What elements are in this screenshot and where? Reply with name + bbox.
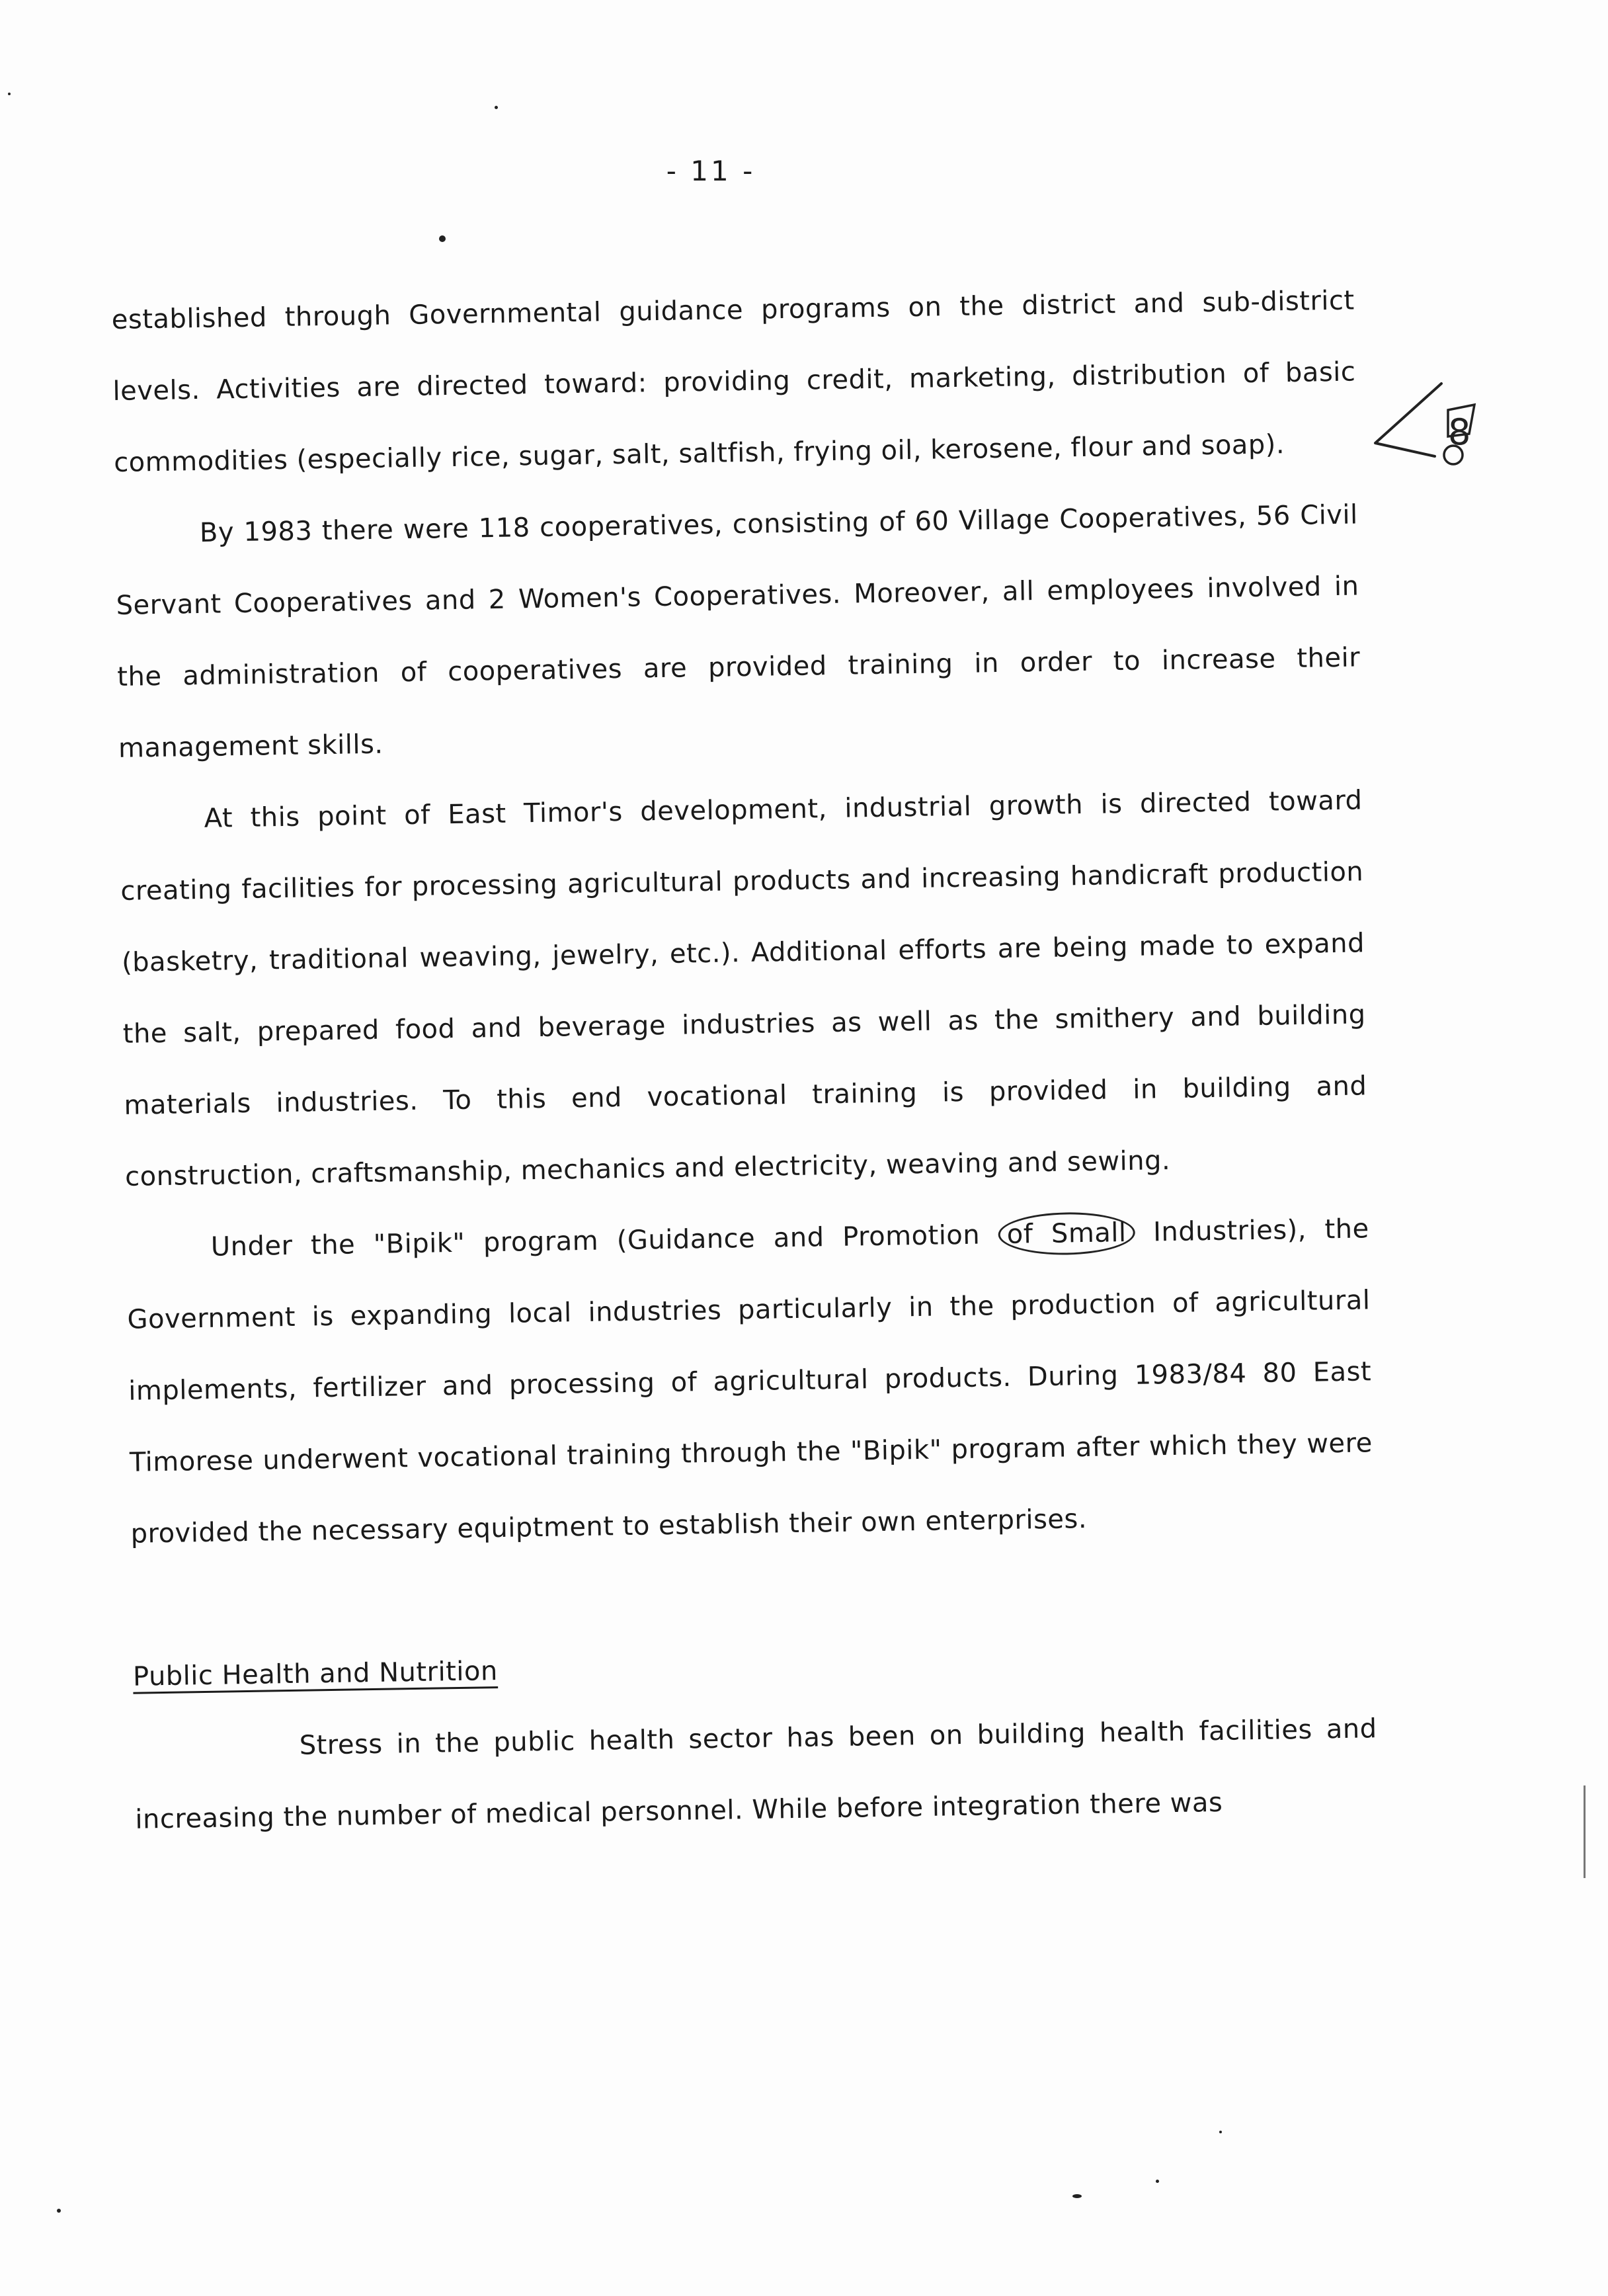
scan-speck bbox=[495, 106, 498, 109]
bipik-text-after: Industries), the Government is expanding local industries particularly in the production of agricultural implements, fertilizer and processing of agricultural products. During 1983/84 80 East Timorese underwent vocational training through the "Bipik" program after which they were provided the necessary equiptment to establish their own enterprises. bbox=[127, 1213, 1373, 1549]
scan-speck bbox=[439, 235, 446, 242]
paragraph-public-health: Stress in the public health sector has been on building health facilities and increasing the number of medical personnel. While before integration there was bbox=[135, 1713, 1377, 1835]
margin-numeral: 8 bbox=[1448, 411, 1471, 453]
page-number: - 11 - bbox=[666, 155, 756, 187]
bipik-text-before: Under the "Bipik" program (Guidance and Promotion bbox=[210, 1219, 999, 1262]
paragraph-cooperatives-intro: established through Governmental guidance programs on the district and sub-district levels. Activities are directed toward: providing credit, marketing, distribution of basic commodities (especially rice, sugar, salt, saltfish, frying oil, kerosene, flour and soap). bbox=[111, 285, 1356, 478]
scan-artifact-line bbox=[1584, 1785, 1586, 1878]
paragraph-bipik-program bbox=[126, 1193, 1374, 1569]
paragraph-industrial-growth: At this point of East Timor's development, industrial growth is directed toward creating facilities for processing agricultural products and increasing handicraft production (basketry, traditional weaving, jewelry, etc.). Additional efforts are being made to expand the salt, prepared food and beverage industries as well as the smithery and building materials industries. To this end vocational training is provided in building and construction, craftsmanship, mechanics and electricity, weaving and sewing. bbox=[120, 785, 1367, 1192]
scan-speck bbox=[8, 93, 11, 95]
scan-speck bbox=[1156, 2180, 1159, 2183]
scan-speck bbox=[57, 2209, 61, 2213]
circled-phrase: of Small bbox=[998, 1211, 1135, 1256]
paragraph-cooperatives-count: By 1983 there were 118 cooperatives, consisting of 60 Village Cooperatives, 56 Civil Servant Cooperatives and 2 Women's Cooperatives. Moreover, all employees involved in the administration of cooperatives are provided training in order to increase their management skills. bbox=[116, 499, 1361, 764]
section-heading: Public Health and Nutrition bbox=[132, 1656, 499, 1692]
body-text bbox=[111, 265, 1379, 1855]
scan-speck bbox=[1072, 2194, 1082, 2198]
scan-speck bbox=[1219, 2131, 1222, 2133]
angle-stroke-icon bbox=[1375, 384, 1441, 456]
handwritten-margin-mark bbox=[1349, 370, 1481, 483]
